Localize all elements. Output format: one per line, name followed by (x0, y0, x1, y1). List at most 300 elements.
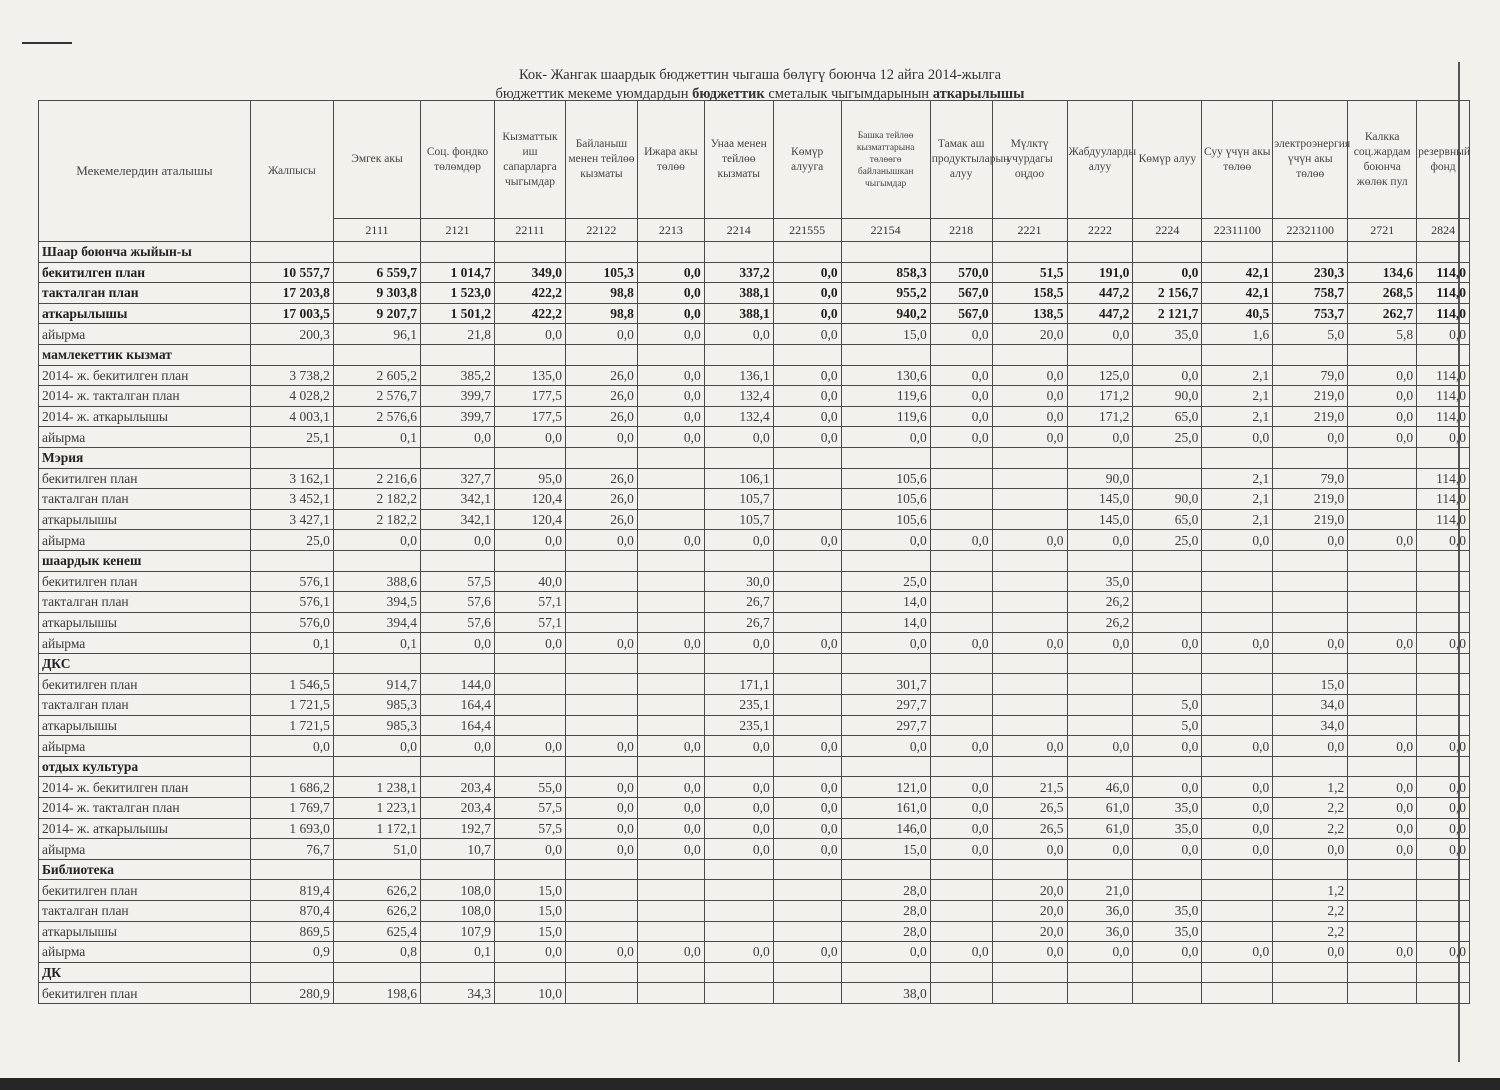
value-cell: 0,0 (1067, 839, 1133, 860)
row-label: аткарылышы (39, 612, 251, 633)
value-cell: 132,4 (704, 386, 773, 407)
value-cell: 1 769,7 (250, 798, 333, 819)
value-cell (704, 653, 773, 674)
value-cell (773, 550, 841, 571)
value-cell: 0,0 (704, 633, 773, 654)
value-cell (1202, 447, 1273, 468)
value-cell (421, 653, 495, 674)
value-cell: 15,0 (495, 921, 566, 942)
value-cell (930, 983, 992, 1004)
value-cell: 0,0 (1067, 633, 1133, 654)
value-cell (773, 344, 841, 365)
value-cell: 79,0 (1273, 468, 1348, 489)
value-cell: 0,0 (1202, 633, 1273, 654)
value-cell (704, 756, 773, 777)
value-cell: 570,0 (930, 262, 992, 283)
code-cell: 2111 (333, 219, 420, 242)
value-cell: 114,0 (1417, 509, 1470, 530)
row-label: аткарылышы (39, 303, 251, 324)
header-rent: Ижара акы төлөө (637, 101, 704, 219)
value-cell: 342,1 (421, 509, 495, 530)
value-cell (333, 859, 420, 880)
value-cell: 26,0 (565, 468, 637, 489)
value-cell: 26,0 (565, 406, 637, 427)
code-cell: 2214 (704, 219, 773, 242)
section-row (39, 447, 1470, 468)
value-cell: 0,0 (637, 427, 704, 448)
value-cell: 36,0 (1067, 901, 1133, 922)
value-cell: 90,0 (1067, 468, 1133, 489)
value-cell: 35,0 (1133, 324, 1202, 345)
value-cell: 0,0 (495, 942, 566, 963)
value-cell: 15,0 (841, 324, 930, 345)
value-cell (1348, 612, 1417, 633)
value-cell: 108,0 (421, 901, 495, 922)
header-reserve-fund: резервный фонд (1417, 101, 1470, 219)
value-cell: 26,5 (992, 798, 1067, 819)
value-cell: 0,0 (704, 736, 773, 757)
value-cell: 0,0 (1202, 798, 1273, 819)
header-travel: Кызматтык иш сапарларга чыгымдар (495, 101, 566, 219)
value-cell (421, 962, 495, 983)
value-cell (637, 962, 704, 983)
value-cell: 2 605,2 (333, 365, 420, 386)
value-cell: 576,0 (250, 612, 333, 633)
value-cell (1273, 859, 1348, 880)
value-cell: 758,7 (1273, 283, 1348, 304)
value-cell (333, 550, 420, 571)
row-label: бекитилген план (39, 571, 251, 592)
value-cell: 0,0 (565, 818, 637, 839)
value-cell: 1,2 (1273, 777, 1348, 798)
row-label: 2014- ж. бекитилген план (39, 777, 251, 798)
value-cell: 869,5 (250, 921, 333, 942)
value-cell (930, 901, 992, 922)
value-cell: 26,0 (565, 489, 637, 510)
value-cell: 0,0 (841, 633, 930, 654)
value-cell (421, 859, 495, 880)
value-cell: 0,0 (421, 427, 495, 448)
value-cell (1202, 674, 1273, 695)
value-cell: 57,1 (495, 592, 566, 613)
value-cell: 76,7 (250, 839, 333, 860)
value-cell (1348, 653, 1417, 674)
value-cell (1417, 695, 1470, 716)
value-cell: 2,1 (1202, 386, 1273, 407)
value-cell (565, 921, 637, 942)
value-cell: 0,0 (992, 365, 1067, 386)
value-cell: 2 576,7 (333, 386, 420, 407)
value-cell: 114,0 (1417, 489, 1470, 510)
value-cell: 0,0 (704, 942, 773, 963)
value-cell: 0,0 (841, 530, 930, 551)
value-cell: 0,0 (495, 324, 566, 345)
section-title: Шаар боюнча жыйын-ы (39, 242, 251, 263)
value-cell: 38,0 (841, 983, 930, 1004)
value-cell: 14,0 (841, 612, 930, 633)
value-cell: 146,0 (841, 818, 930, 839)
value-cell (704, 880, 773, 901)
header-total: Жалпысы (250, 101, 333, 242)
value-cell (773, 962, 841, 983)
value-cell: 15,0 (495, 880, 566, 901)
value-cell (1133, 756, 1202, 777)
value-cell: 57,5 (495, 818, 566, 839)
value-cell: 858,3 (841, 262, 930, 283)
value-cell: 819,4 (250, 880, 333, 901)
value-cell (1273, 447, 1348, 468)
header-water: Суу үчүн акы төлөө (1202, 101, 1273, 219)
value-cell: 198,6 (333, 983, 420, 1004)
value-cell (773, 571, 841, 592)
value-cell: 108,0 (421, 880, 495, 901)
value-cell: 177,5 (495, 406, 566, 427)
value-cell (1202, 756, 1273, 777)
value-cell (1202, 921, 1273, 942)
value-cell (1348, 509, 1417, 530)
table-row (39, 386, 1470, 407)
value-cell (992, 571, 1067, 592)
value-cell: 1 721,5 (250, 695, 333, 716)
value-cell: 26,2 (1067, 612, 1133, 633)
table-row (39, 880, 1470, 901)
value-cell: 0,0 (1202, 427, 1273, 448)
value-cell (495, 859, 566, 880)
value-cell (1273, 550, 1348, 571)
value-cell: 0,0 (1348, 530, 1417, 551)
value-cell: 0,0 (1133, 942, 1202, 963)
value-cell: 79,0 (1273, 365, 1348, 386)
value-cell: 106,1 (704, 468, 773, 489)
value-cell: 20,0 (992, 324, 1067, 345)
row-label: аткарылышы (39, 715, 251, 736)
value-cell (565, 447, 637, 468)
table-row (39, 592, 1470, 613)
value-cell: 0,0 (773, 839, 841, 860)
header-coal-purchase: Көмүр алууга (773, 101, 841, 219)
value-cell (704, 447, 773, 468)
value-cell: 21,0 (1067, 880, 1133, 901)
value-cell: 0,0 (637, 942, 704, 963)
row-label: айырма (39, 736, 251, 757)
value-cell: 0,0 (1417, 633, 1470, 654)
value-cell (992, 592, 1067, 613)
header-repair: Мүлктү учурдагы оңдоо (992, 101, 1067, 219)
value-cell (565, 344, 637, 365)
value-cell: 57,5 (421, 571, 495, 592)
value-cell (773, 880, 841, 901)
value-cell (930, 242, 992, 263)
value-cell: 10 557,7 (250, 262, 333, 283)
value-cell (773, 468, 841, 489)
value-cell: 0,0 (637, 839, 704, 860)
value-cell: 0,0 (637, 736, 704, 757)
value-cell: 90,0 (1133, 386, 1202, 407)
value-cell: 26,0 (565, 386, 637, 407)
value-cell: 0,0 (1417, 427, 1470, 448)
value-cell: 0,0 (1417, 324, 1470, 345)
value-cell (930, 571, 992, 592)
value-cell: 1 693,0 (250, 818, 333, 839)
value-cell: 42,1 (1202, 262, 1273, 283)
value-cell: 9 207,7 (333, 303, 420, 324)
code-cell: 2721 (1348, 219, 1417, 242)
table-row (39, 839, 1470, 860)
value-cell: 105,6 (841, 468, 930, 489)
row-label: аткарылышы (39, 509, 251, 530)
value-cell: 21,8 (421, 324, 495, 345)
value-cell (1133, 983, 1202, 1004)
table-row (39, 983, 1470, 1004)
value-cell: 9 303,8 (333, 283, 420, 304)
value-cell: 0,0 (421, 530, 495, 551)
value-cell: 25,0 (250, 530, 333, 551)
value-cell: 114,0 (1417, 262, 1470, 283)
value-cell (421, 756, 495, 777)
value-cell: 21,5 (992, 777, 1067, 798)
value-cell: 134,6 (1348, 262, 1417, 283)
value-cell: 25,0 (1133, 427, 1202, 448)
header-transport: Унаа менен тейлөө кызматы (704, 101, 773, 219)
value-cell: 0,0 (495, 633, 566, 654)
value-cell (495, 242, 566, 263)
value-cell: 0,0 (773, 365, 841, 386)
value-cell: 98,8 (565, 283, 637, 304)
value-cell: 35,0 (1133, 901, 1202, 922)
value-cell: 0,0 (992, 736, 1067, 757)
document-title (300, 66, 1220, 104)
value-cell: 0,0 (841, 427, 930, 448)
table-row (39, 571, 1470, 592)
value-cell (1417, 571, 1470, 592)
value-cell: 34,3 (421, 983, 495, 1004)
value-cell: 177,5 (495, 386, 566, 407)
value-cell: 1 014,7 (421, 262, 495, 283)
value-cell (250, 550, 333, 571)
row-label: айырма (39, 633, 251, 654)
value-cell (637, 468, 704, 489)
value-cell: 2 121,7 (1133, 303, 1202, 324)
value-cell (773, 921, 841, 942)
value-cell: 46,0 (1067, 777, 1133, 798)
section-row (39, 756, 1470, 777)
value-cell (637, 921, 704, 942)
value-cell: 200,3 (250, 324, 333, 345)
value-cell: 0,0 (565, 736, 637, 757)
value-cell (773, 242, 841, 263)
value-cell: 3 427,1 (250, 509, 333, 530)
value-cell: 90,0 (1133, 489, 1202, 510)
value-cell (704, 550, 773, 571)
value-cell (421, 550, 495, 571)
value-cell: 36,0 (1067, 921, 1133, 942)
value-cell: 0,8 (333, 942, 420, 963)
value-cell: 0,0 (565, 798, 637, 819)
value-cell (773, 715, 841, 736)
value-cell (1417, 653, 1470, 674)
value-cell (565, 674, 637, 695)
value-cell (1273, 756, 1348, 777)
value-cell (1417, 612, 1470, 633)
value-cell: 0,0 (1202, 818, 1273, 839)
value-cell (1273, 242, 1348, 263)
code-cell: 22154 (841, 219, 930, 242)
value-cell (1133, 674, 1202, 695)
value-cell: 0,0 (1133, 262, 1202, 283)
value-cell: 114,0 (1417, 365, 1470, 386)
value-cell: 985,3 (333, 715, 420, 736)
value-cell (637, 983, 704, 1004)
value-cell: 5,0 (1133, 695, 1202, 716)
value-cell (704, 242, 773, 263)
value-cell: 65,0 (1133, 509, 1202, 530)
value-cell: 0,0 (637, 777, 704, 798)
value-cell: 235,1 (704, 715, 773, 736)
value-cell: 0,0 (773, 798, 841, 819)
value-cell: 145,0 (1067, 489, 1133, 510)
row-label: такталган план (39, 592, 251, 613)
value-cell (250, 242, 333, 263)
value-cell (1067, 859, 1133, 880)
value-cell (992, 962, 1067, 983)
value-cell (1067, 962, 1133, 983)
section-row (39, 344, 1470, 365)
value-cell (773, 983, 841, 1004)
value-cell: 0,0 (565, 530, 637, 551)
value-cell: 0,0 (333, 736, 420, 757)
value-cell: 26,5 (992, 818, 1067, 839)
value-cell: 17 203,8 (250, 283, 333, 304)
code-cell: 2218 (930, 219, 992, 242)
value-cell: 0,0 (1273, 942, 1348, 963)
value-cell (1348, 921, 1417, 942)
section-row (39, 550, 1470, 571)
value-cell: 0,0 (773, 818, 841, 839)
value-cell: 1 686,2 (250, 777, 333, 798)
value-cell (565, 715, 637, 736)
value-cell (1348, 756, 1417, 777)
header-social-aid: Калкка соц.жардам боюнча жөлөк пул (1348, 101, 1417, 219)
table-row (39, 489, 1470, 510)
value-cell: 1 546,5 (250, 674, 333, 695)
value-cell: 2 182,2 (333, 489, 420, 510)
value-cell (930, 344, 992, 365)
value-cell (1133, 571, 1202, 592)
value-cell (1133, 344, 1202, 365)
value-cell (1202, 344, 1273, 365)
value-cell: 0,0 (1202, 942, 1273, 963)
value-cell (930, 489, 992, 510)
value-cell: 164,4 (421, 715, 495, 736)
value-cell: 191,0 (1067, 262, 1133, 283)
value-cell: 203,4 (421, 777, 495, 798)
value-cell (1348, 592, 1417, 613)
value-cell: 0,1 (250, 633, 333, 654)
value-cell (1417, 983, 1470, 1004)
value-cell: 2 156,7 (1133, 283, 1202, 304)
table-row (39, 406, 1470, 427)
value-cell: 0,0 (1417, 798, 1470, 819)
value-cell (1202, 715, 1273, 736)
value-cell (704, 962, 773, 983)
value-cell (637, 695, 704, 716)
value-cell (1348, 695, 1417, 716)
value-cell (495, 344, 566, 365)
value-cell: 26,7 (704, 612, 773, 633)
title-line-2-d: аткарылышы (932, 86, 1025, 102)
value-cell: 3 452,1 (250, 489, 333, 510)
value-cell (1067, 653, 1133, 674)
value-cell: 219,0 (1273, 406, 1348, 427)
value-cell: 268,5 (1348, 283, 1417, 304)
value-cell: 985,3 (333, 695, 420, 716)
value-cell (1133, 880, 1202, 901)
value-cell (704, 921, 773, 942)
value-cell (495, 962, 566, 983)
value-cell (930, 592, 992, 613)
value-cell: 15,0 (1273, 674, 1348, 695)
value-cell (637, 550, 704, 571)
value-cell: 0,0 (495, 427, 566, 448)
value-cell (565, 756, 637, 777)
value-cell (1202, 859, 1273, 880)
value-cell: 105,6 (841, 509, 930, 530)
value-cell (1202, 653, 1273, 674)
value-cell: 0,0 (773, 530, 841, 551)
value-cell (1273, 592, 1348, 613)
value-cell: 6 559,7 (333, 262, 420, 283)
value-cell: 1 501,2 (421, 303, 495, 324)
value-cell: 327,7 (421, 468, 495, 489)
value-cell (992, 756, 1067, 777)
value-cell: 51,5 (992, 262, 1067, 283)
value-cell (1273, 571, 1348, 592)
value-cell: 35,0 (1067, 571, 1133, 592)
value-cell: 0,0 (1067, 427, 1133, 448)
row-label: 2014- ж. аткарылышы (39, 406, 251, 427)
value-cell: 0,0 (637, 633, 704, 654)
value-cell: 0,0 (1417, 818, 1470, 839)
value-cell (333, 962, 420, 983)
value-cell: 0,0 (637, 283, 704, 304)
value-cell: 219,0 (1273, 509, 1348, 530)
value-cell (637, 880, 704, 901)
value-cell: 0,0 (1067, 736, 1133, 757)
value-cell (1348, 674, 1417, 695)
value-cell: 297,7 (841, 715, 930, 736)
value-cell: 342,1 (421, 489, 495, 510)
value-cell (1202, 983, 1273, 1004)
value-cell (1202, 550, 1273, 571)
value-cell: 955,2 (841, 283, 930, 304)
value-cell: 96,1 (333, 324, 420, 345)
value-cell: 10,7 (421, 839, 495, 860)
value-cell: 0,0 (637, 798, 704, 819)
value-cell: 753,7 (1273, 303, 1348, 324)
value-cell: 28,0 (841, 880, 930, 901)
value-cell: 5,8 (1348, 324, 1417, 345)
value-cell: 0,0 (773, 427, 841, 448)
row-label: айырма (39, 324, 251, 345)
value-cell (930, 715, 992, 736)
row-label: 2014- ж. аткарылышы (39, 818, 251, 839)
row-label: 2014- ж. такталган план (39, 798, 251, 819)
value-cell (930, 468, 992, 489)
header-row (39, 101, 1470, 219)
value-cell: 0,0 (930, 839, 992, 860)
table-row (39, 798, 1470, 819)
scan-mark (22, 42, 72, 44)
